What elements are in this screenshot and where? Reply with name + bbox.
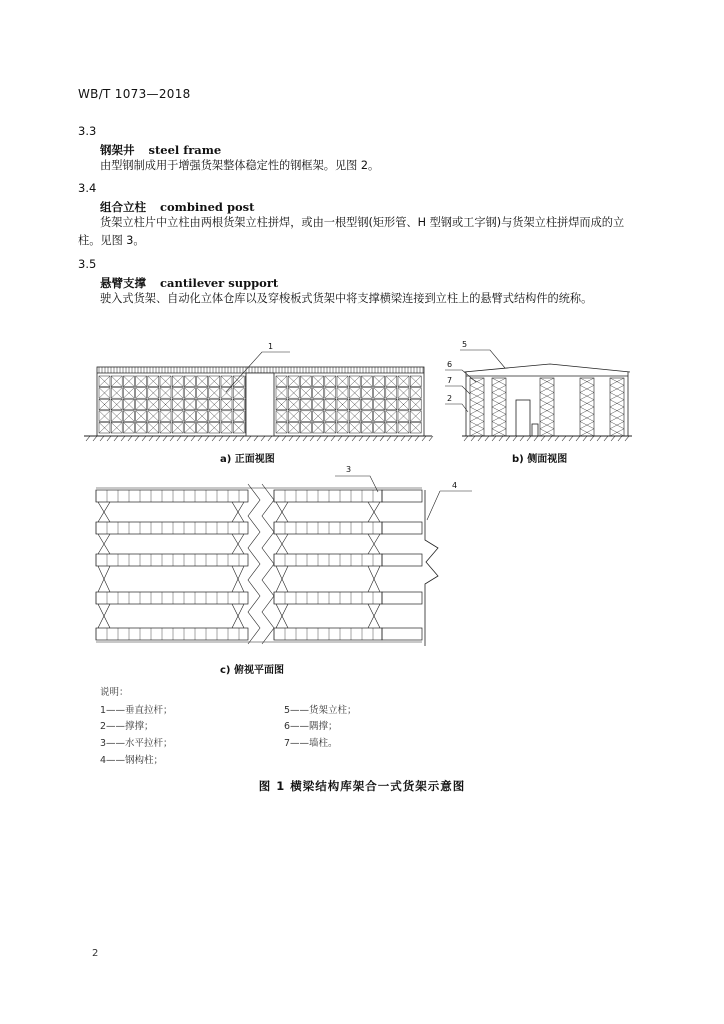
caption-plan-view: c) 俯视平面图: [220, 665, 284, 676]
plan-view-diagram: [96, 476, 472, 646]
callout-label: 7: [447, 376, 453, 385]
term-cn: 钢架井: [100, 143, 135, 157]
callout-label: 6: [447, 360, 453, 369]
legend-item: 4——钢构柱；: [100, 755, 164, 766]
caption-front-view: a) 正面视图: [220, 454, 275, 465]
legend-item: 1——垂直拉杆；: [100, 705, 173, 716]
term-en: steel frame: [148, 143, 222, 157]
legend-item: 3——水平拉杆；: [100, 738, 173, 749]
term-cn: 悬臂支撑: [100, 276, 146, 290]
term-en: combined post: [160, 200, 255, 214]
page-number: 2: [92, 948, 99, 959]
callout-label: 1: [268, 342, 274, 351]
document-header: WB/T 1073—2018: [78, 87, 191, 101]
term-en: cantilever support: [160, 276, 279, 290]
callout-label: 2: [447, 394, 453, 403]
section-number: 3.3: [78, 124, 97, 138]
legend-item: 2——撑撑；: [100, 721, 154, 732]
term-definition: 由型钢制成用于增强货架整体稳定性的钢框架。见图 2。: [100, 159, 380, 172]
legend-title: 说明：: [100, 687, 129, 698]
callout-label: 4: [452, 481, 458, 490]
side-view-diagram: [445, 350, 632, 441]
figure-title: 图 1 横梁结构库架合一式货架示意图: [258, 779, 466, 793]
term-definition: 驶入式货架、自动化立体仓库以及穿梭板式货架中将支撑横梁连接到立柱上的悬臂式结构件的统称。: [100, 292, 593, 305]
section-number: 3.4: [78, 181, 97, 195]
callout-label: 3: [346, 465, 352, 474]
legend-item: 5——货架立柱；: [284, 705, 357, 716]
legend-item: 6——隅撑；: [284, 721, 338, 732]
front-view-diagram: [84, 352, 433, 441]
term-definition: 货架立柱片中立柱由两根货架立柱拼焊，或由一根型钢(矩形管、H 型钢或工字钢)与货架立柱拼焊而成的立柱。见图 3。: [78, 216, 625, 247]
term-cn: 组合立柱: [100, 200, 146, 214]
callout-label: 5: [462, 340, 468, 349]
section-number: 3.5: [78, 257, 97, 271]
caption-side-view: b) 侧面视图: [512, 454, 568, 465]
legend-item: 7——墙柱。: [284, 738, 338, 749]
